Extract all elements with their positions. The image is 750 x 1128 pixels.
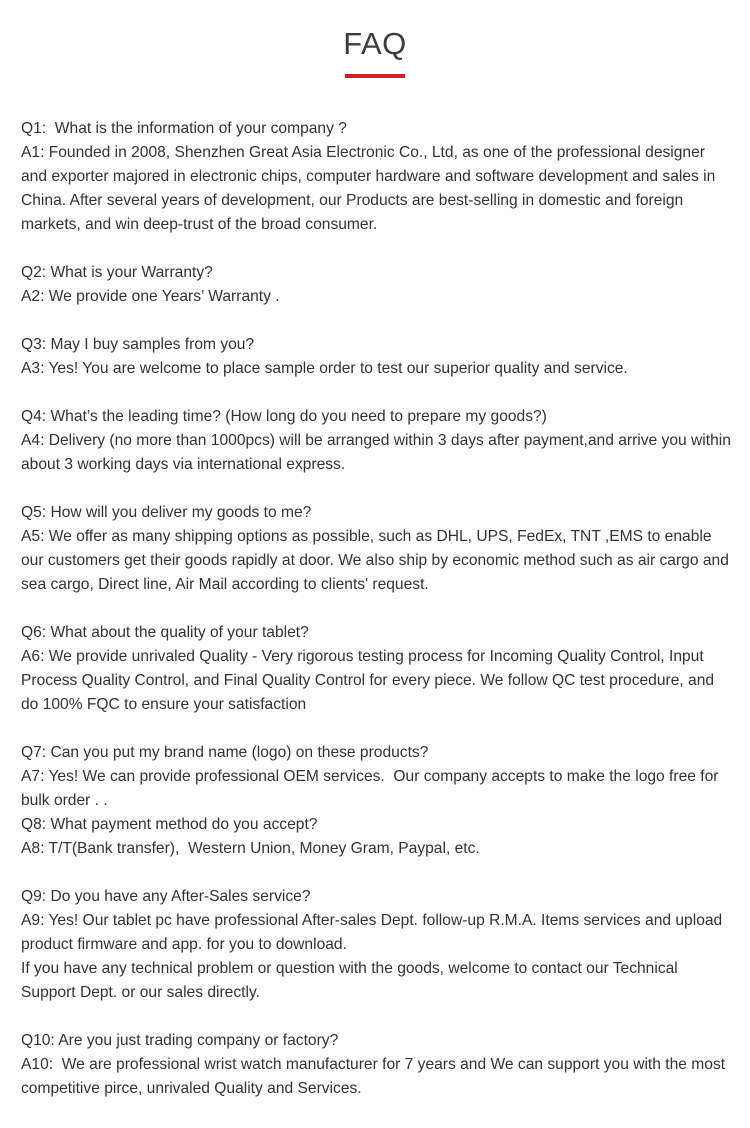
faq-answer: A10: We are professional wrist watch manufacturer for 7 years and We can support you with the most competitive pirce, unrivaled Quality and Services. [21,1056,730,1097]
faq-answer: A1: Founded in 2008, Shenzhen Great Asia Electronic Co., Ltd, as one of the professional designer and exporter majored in electronic chips, computer hardware and software development and sales in China. After several years of development, our Products are best-selling in domestic and foreign markets, and win deep-trust of the broad consumer. [21,144,720,233]
faq-question: Q9: Do you have any After-Sales service? [21,888,311,905]
faq-item-q8 [21,813,733,861]
faq-item-q6 [21,621,733,717]
faq-answer: A8: T/T(Bank transfer), Western Union, Money Gram, Paypal, etc. [21,840,480,857]
faq-question: Q5: How will you deliver my goods to me? [21,504,312,521]
faq-question: Q6: What about the quality of your tablet? [21,624,309,641]
faq-item-q7 [21,741,733,813]
faq-list [21,117,736,1101]
faq-question: Q7: Can you put my brand name (logo) on these products? [21,744,429,761]
faq-item-q5 [21,501,733,597]
page-title: FAQ [343,26,407,61]
faq-answer: A2: We provide one Years’ Warranty . [21,288,280,305]
faq-item-q2 [21,261,733,309]
faq-question: Q8: What payment method do you accept? [21,816,318,833]
faq-answer: A4: Delivery (no more than 1000pcs) will be arranged within 3 days after payment,and arrive you within about 3 working days via international express. [21,432,736,473]
faq-question: Q3: May I buy samples from you? [21,336,255,353]
faq-answer: A6: We provide unrivaled Quality - Very rigorous testing process for Incoming Quality Control, Input Process Quality Control, and Final Quality Control for every piece. We follow QC test procedure, and do 100% FQC to ensure your satisfaction [21,648,719,713]
faq-item-q4 [21,405,736,477]
faq-item-q9 [21,885,733,1005]
faq-answer: A5: We offer as many shipping options as possible, such as DHL, UPS, FedEx, TNT ,EMS to enable our customers get their goods rapidly at door. We also ship by economic method such as air cargo and sea cargo, Direct line, Air Mail according to clients' request. [21,528,734,593]
faq-item-q3 [21,333,733,381]
faq-question: Q4: What’s the leading time? (How long do you need to prepare my goods?) [21,408,547,425]
faq-answer: A9: Yes! Our tablet pc have professional After-sales Dept. follow-up R.M.A. Items services and upload product firmware and app. for you to download. [21,912,727,953]
faq-question: Q2: What is your Warranty? [21,264,213,281]
faq-answer: A3: Yes! You are welcome to place sample order to test our superior quality and service. [21,360,628,377]
faq-item-q10 [21,1029,733,1101]
faq-answer-continued: If you have any technical problem or question with the goods, welcome to contact our Technical Support Dept. or our sales directly. [21,960,683,1001]
faq-question: Q10: Are you just trading company or factory? [21,1032,339,1049]
faq-answer: A7: Yes! We can provide professional OEM services. Our company accepts to make the logo free for bulk order . . [21,768,723,809]
faq-item-q1 [21,117,733,237]
title-underline [345,74,405,78]
faq-question: Q1: What is the information of your company ? [21,120,347,137]
